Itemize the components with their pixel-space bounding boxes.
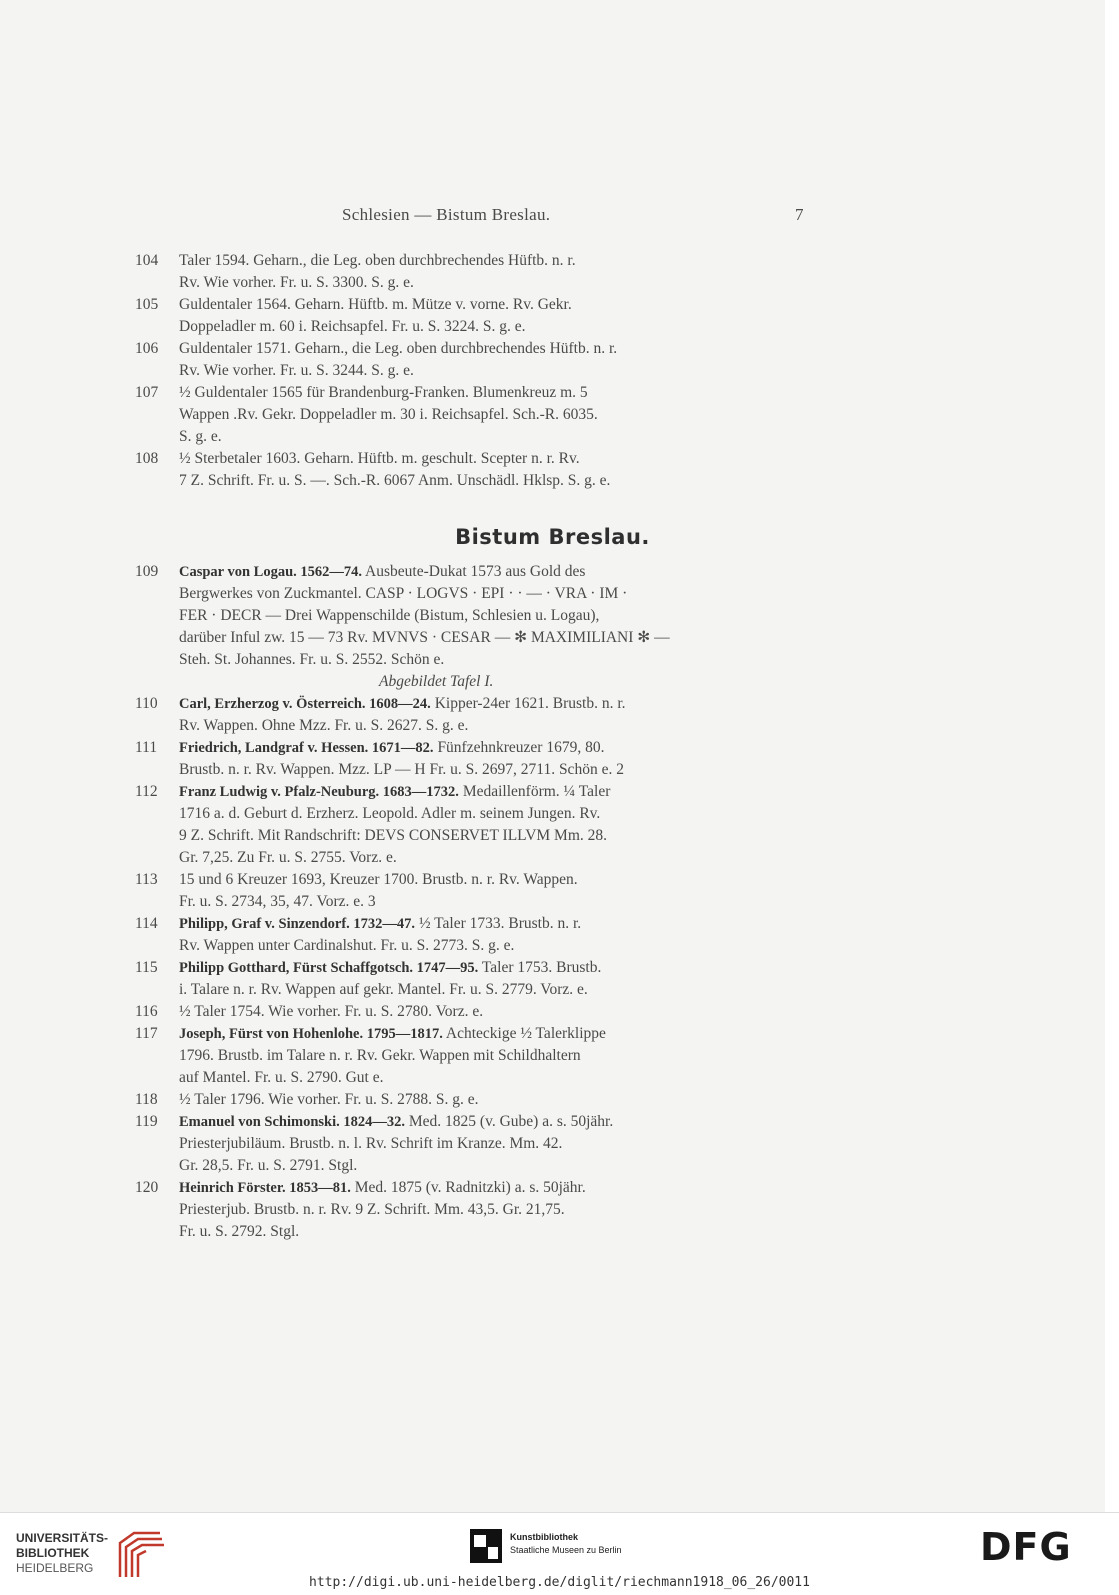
catalog-entry <box>135 250 810 294</box>
entry-line-text: Guldentaler 1571. Geharn., die Leg. oben durchbrechendes Hüftb. n. r. <box>179 340 618 357</box>
entry-line <box>179 781 810 803</box>
entry-line-text: Kipper-24er 1621. Brustb. n. r. <box>430 695 626 712</box>
entry-line-text: Taler 1594. Geharn., die Leg. oben durchbrechendes Hüftb. n. r. <box>179 252 576 269</box>
entry-line-text: Priesterjub. Brustb. n. r. Rv. 9 Z. Schrift. Mm. 43,5. Gr. 21,75. <box>179 1201 565 1218</box>
entry-line-text: Gr. 7,25. Zu Fr. u. S. 2755. Vorz. e. <box>179 849 397 866</box>
entry-line <box>179 693 810 715</box>
entry-line <box>179 1221 810 1243</box>
entry-line-text: Rv. Wappen. Ohne Mzz. Fr. u. S. 2627. S. g. e. <box>179 717 469 734</box>
catalog-entries-top <box>135 250 810 492</box>
entry-line-text: ½ Taler 1796. Wie vorher. Fr. u. S. 2788. S. g. e. <box>179 1091 479 1108</box>
entry-line <box>179 957 810 979</box>
ub-logo-text <box>16 1531 108 1576</box>
entry-ruler-name: Philipp, Graf v. Sinzendorf. 1732—47. <box>179 916 416 932</box>
entry-line-text: Medaillenförm. ¼ Taler <box>458 783 611 800</box>
catalog-entry <box>135 1023 810 1089</box>
entry-text <box>179 448 810 492</box>
entry-text <box>179 561 810 693</box>
entry-number: 117 <box>135 1025 158 1042</box>
entry-line <box>179 605 810 627</box>
entry-line <box>179 935 810 957</box>
entry-line <box>179 470 810 492</box>
entry-line-text: FER · DECR — Drei Wappenschilde (Bistum, Schlesien u. Logau), <box>179 607 600 624</box>
ub-logo-line: HEIDELBERG <box>16 1561 94 1575</box>
entry-ruler-name: Philipp Gotthard, Fürst Schaffgotsch. 1747—95. <box>179 960 479 976</box>
entry-number: 116 <box>135 1003 158 1020</box>
entry-line-text: Fr. u. S. 2734, 35, 47. Vorz. e. 3 <box>179 893 376 910</box>
entry-line-text: i. Talare n. r. Rv. Wappen auf gekr. Mantel. Fr. u. S. 2779. Vorz. e. <box>179 981 588 998</box>
entry-line <box>179 913 810 935</box>
entry-line <box>179 869 810 891</box>
entry-text <box>179 693 810 737</box>
entry-line-text: ½ Guldentaler 1565 für Brandenburg-Franken. Blumenkreuz m. 5 <box>179 384 588 401</box>
entry-line-text: ½ Taler 1733. Brustb. n. r. <box>415 915 582 932</box>
catalog-entry <box>135 1177 810 1243</box>
entry-number: 119 <box>135 1113 158 1130</box>
ub-logo-line: BIBLIOTHEK <box>16 1546 90 1560</box>
entry-line <box>179 891 810 913</box>
entry-text <box>179 382 810 448</box>
entry-text <box>179 1001 810 1023</box>
footer-bar <box>0 1512 1119 1595</box>
catalog-entry <box>135 338 810 382</box>
entry-text <box>179 913 810 957</box>
entry-number: 113 <box>135 871 158 888</box>
entry-line-text: Achteckige ½ Talerklippe <box>442 1025 606 1042</box>
entry-ruler-name: Friedrich, Landgraf v. Hessen. 1671—82. <box>179 740 434 756</box>
page-url-link[interactable]: http://digi.ub.uni-heidelberg.de/diglit/riechmann1918_06_26/0011 <box>309 1575 810 1590</box>
entry-text <box>179 338 810 382</box>
catalog-entries-bottom <box>135 561 810 1243</box>
entry-line <box>179 404 810 426</box>
catalog-entry <box>135 737 810 781</box>
entry-line-text: ½ Taler 1754. Wie vorher. Fr. u. S. 2780. Vorz. e. <box>179 1003 484 1020</box>
catalog-entry <box>135 294 810 338</box>
entry-number: 115 <box>135 959 158 976</box>
dfg-logo[interactable]: DFG <box>980 1525 1072 1569</box>
catalog-entry <box>135 561 810 693</box>
entry-line <box>179 382 810 404</box>
entry-line <box>179 1089 810 1111</box>
entry-line <box>179 250 810 272</box>
entry-line <box>179 272 810 294</box>
entry-text <box>179 1177 810 1243</box>
entry-line <box>179 583 810 605</box>
entry-line <box>179 448 810 470</box>
entry-line-text: Fr. u. S. 2792. Stgl. <box>179 1223 300 1240</box>
catalog-entry <box>135 1111 810 1177</box>
ub-heidelberg-logo[interactable] <box>16 1529 176 1579</box>
entry-ruler-name: Heinrich Förster. 1853—81. <box>179 1180 351 1196</box>
entry-text <box>179 1089 810 1111</box>
entry-line-text: Fünfzehnkreuzer 1679, 80. <box>433 739 605 756</box>
entry-line-text: 1716 a. d. Geburt d. Erzherz. Leopold. Adler m. seinem Jungen. Rv. <box>179 805 601 822</box>
catalog-entry <box>135 957 810 1001</box>
entry-text <box>179 737 810 781</box>
entry-line <box>179 627 810 649</box>
entry-line-text: auf Mantel. Fr. u. S. 2790. Gut e. <box>179 1069 384 1086</box>
kunstbibliothek-subtitle: Staatliche Museen zu Berlin <box>510 1545 622 1555</box>
entry-number: 112 <box>135 783 158 800</box>
entry-line <box>179 426 810 448</box>
entry-line-text: Med. 1825 (v. Gube) a. s. 50jähr. <box>405 1113 614 1130</box>
entry-line-text: Rv. Wie vorher. Fr. u. S. 3300. S. g. e. <box>179 274 414 291</box>
entry-text <box>179 250 810 294</box>
entry-number: 109 <box>135 563 159 580</box>
entry-number: 110 <box>135 695 158 712</box>
entry-line-text: S. g. e. <box>179 428 222 445</box>
entry-number: 120 <box>135 1179 159 1196</box>
entry-line-text: Med. 1875 (v. Radnitzki) a. s. 50jähr. <box>350 1179 586 1196</box>
entry-text <box>179 1023 810 1089</box>
entry-ruler-name: Carl, Erzherzog v. Österreich. 1608—24. <box>179 696 431 712</box>
entry-line-text: Steh. St. Johannes. Fr. u. S. 2552. Schön e. <box>179 651 445 668</box>
catalog-entry <box>135 913 810 957</box>
entry-line <box>179 649 810 671</box>
entry-line-text: ½ Sterbetaler 1603. Geharn. Hüftb. m. geschult. Scepter n. r. Rv. <box>179 450 580 467</box>
entry-line <box>179 294 810 316</box>
entry-line-text: Ausbeute-Dukat 1573 aus Gold des <box>362 563 586 580</box>
entry-line <box>179 316 810 338</box>
entry-line <box>179 1067 810 1089</box>
entry-line <box>179 561 810 583</box>
catalog-entry <box>135 448 810 492</box>
entry-text <box>179 1111 810 1177</box>
entry-ruler-name: Caspar von Logau. 1562—74. <box>179 564 363 580</box>
entry-line <box>179 338 810 360</box>
ub-emblem-icon <box>112 1529 168 1579</box>
entry-line <box>179 1133 810 1155</box>
entry-line <box>179 1155 810 1177</box>
entry-line-text: Brustb. n. r. Rv. Wappen. Mzz. LP — H Fr. u. S. 2697, 2711. Schön e. 2 <box>179 761 624 778</box>
kunstbibliothek-logo[interactable] <box>470 1529 670 1565</box>
entry-number: 108 <box>135 450 159 467</box>
ub-logo-line: UNIVERSITÄTS- <box>16 1531 109 1545</box>
entry-line-text: 1796. Brustb. im Talare n. r. Rv. Gekr. Wappen mit Schildhaltern <box>179 1047 581 1064</box>
entry-text <box>179 957 810 1001</box>
entry-line-text: Rv. Wie vorher. Fr. u. S. 3244. S. g. e. <box>179 362 414 379</box>
entry-line <box>179 979 810 1001</box>
catalog-entry <box>135 1089 810 1111</box>
entry-line <box>179 737 810 759</box>
entry-line <box>179 847 810 869</box>
entry-line-text: darüber Inful zw. 15 — 73 Rv. MVNVS · CESAR — ✻ MAXIMILIANI ✻ — <box>179 629 670 646</box>
catalog-entry <box>135 781 810 869</box>
entry-line-text: Guldentaler 1564. Geharn. Hüftb. m. Mütze v. vorne. Rv. Gekr. <box>179 296 572 313</box>
entry-line-text: Bergwerkes von Zuckmantel. CASP · LOGVS · EPI · · — · VRA · IM · <box>179 585 628 602</box>
plate-reference: Abgebildet Tafel I. <box>379 673 494 690</box>
entry-line <box>179 759 810 781</box>
entry-text <box>179 869 810 913</box>
entry-number: 118 <box>135 1091 158 1108</box>
entry-ruler-name: Emanuel von Schimonski. 1824—32. <box>179 1114 406 1130</box>
entry-number: 107 <box>135 384 159 401</box>
entry-line <box>179 1001 810 1023</box>
entry-line <box>179 1199 810 1221</box>
entry-line-text: 15 und 6 Kreuzer 1693, Kreuzer 1700. Brustb. n. r. Rv. Wappen. <box>179 871 578 888</box>
entry-number: 111 <box>135 739 158 756</box>
entry-line <box>179 360 810 382</box>
entry-number: 104 <box>135 252 159 269</box>
entry-line-text: Gr. 28,5. Fr. u. S. 2791. Stgl. <box>179 1157 358 1174</box>
kunstbibliothek-name: Kunstbibliothek <box>510 1532 578 1542</box>
entry-line <box>179 825 810 847</box>
entry-line <box>179 1045 810 1067</box>
entry-line-text: 9 Z. Schrift. Mit Randschrift: DEVS CONSERVET ILLVM Mm. 28. <box>179 827 608 844</box>
entry-line-text: Rv. Wappen unter Cardinalshut. Fr. u. S. 2773. S. g. e. <box>179 937 515 954</box>
page-number: 7 <box>795 205 804 224</box>
entry-line <box>179 1177 810 1199</box>
section-heading: Bistum Breslau. <box>455 525 650 549</box>
entry-text <box>179 294 810 338</box>
kunstbibliothek-text <box>510 1531 622 1557</box>
entry-number: 105 <box>135 296 159 313</box>
entry-line-text: Wappen .Rv. Gekr. Doppeladler m. 30 i. Reichsapfel. Sch.-R. 6035. <box>179 406 598 423</box>
kunstbibliothek-emblem-icon <box>470 1529 502 1563</box>
entry-number: 106 <box>135 340 159 357</box>
entry-line-text: Doppeladler m. 60 i. Reichsapfel. Fr. u. S. 3224. S. g. e. <box>179 318 526 335</box>
catalog-entry <box>135 1001 810 1023</box>
entry-line-text: 7 Z. Schrift. Fr. u. S. —. Sch.-R. 6067 Anm. Unschädl. Hklsp. S. g. e. <box>179 472 611 489</box>
entry-ruler-name: Franz Ludwig v. Pfalz-Neuburg. 1683—1732. <box>179 784 459 800</box>
entry-ruler-name: Joseph, Fürst von Hohenlohe. 1795—1817. <box>179 1026 443 1042</box>
entry-line-text: Taler 1753. Brustb. <box>478 959 602 976</box>
entry-line <box>179 1111 810 1133</box>
entry-line <box>179 803 810 825</box>
entry-line-text: Priesterjubiläum. Brustb. n. l. Rv. Schrift im Kranze. Mm. 42. <box>179 1135 563 1152</box>
entry-text <box>179 781 810 869</box>
entry-line <box>179 1023 810 1045</box>
entry-number: 114 <box>135 915 158 932</box>
running-head <box>0 205 1105 227</box>
entry-line <box>179 715 810 737</box>
catalog-entry <box>135 869 810 913</box>
running-head-title: Schlesien — Bistum Breslau. <box>342 205 551 224</box>
catalog-entry <box>135 693 810 737</box>
catalog-entry <box>135 382 810 448</box>
